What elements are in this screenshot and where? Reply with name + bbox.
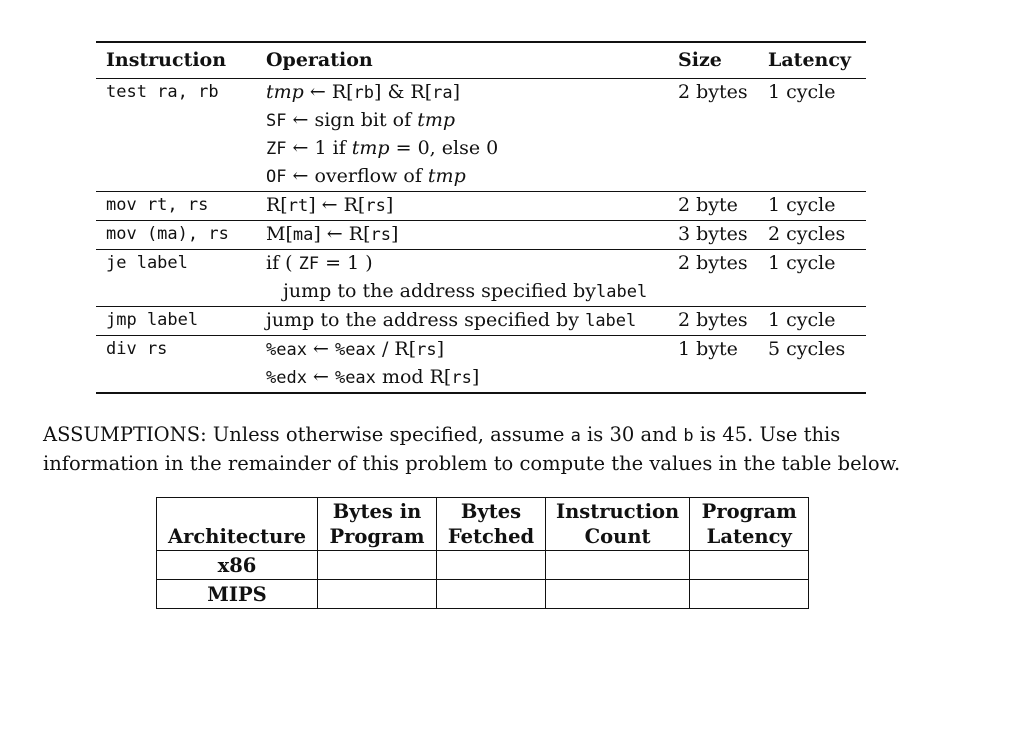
- code-token: b: [683, 426, 694, 446]
- code-token: %eax: [266, 340, 307, 360]
- operation-line: [256, 79, 668, 108]
- code-token: a: [570, 426, 581, 446]
- isa-row-line: [96, 278, 866, 307]
- operation-line: [256, 278, 668, 307]
- code-token: ra: [432, 83, 453, 103]
- header-bytes-in-program-line2: Program: [329, 525, 425, 548]
- size-cell-empty: [668, 278, 758, 307]
- instruction-mnemonic: mov rt, rs: [96, 192, 256, 221]
- header-instruction-count-line1: Instruction: [556, 500, 680, 523]
- instruction-mnemonic: test ra, rb: [96, 79, 256, 108]
- header-instruction-count-line2: Count: [584, 525, 651, 548]
- operation-line: [256, 135, 668, 163]
- mips-instruction-count-cell[interactable]: [546, 580, 690, 609]
- answer-row-mips: [157, 580, 809, 609]
- instruction-latency: 1 cycle: [758, 79, 866, 108]
- code-token: rt: [287, 196, 309, 216]
- text-segment: ]: [471, 366, 480, 388]
- text-segment: R[: [266, 194, 288, 216]
- text-segment: ]: [390, 223, 399, 245]
- instruction-mnemonic: mov (ma), rs: [96, 221, 256, 250]
- x86-bytes-in-program-cell[interactable]: [318, 551, 437, 580]
- operation-line: [256, 364, 668, 393]
- operation-line: [256, 336, 668, 365]
- code-token: %edx: [266, 368, 307, 388]
- answer-header-row: [157, 498, 809, 551]
- instruction-latency: 5 cycles: [758, 336, 866, 365]
- isa-row-line: [96, 192, 866, 221]
- text-segment: = 1 ): [319, 252, 373, 274]
- x86-instruction-count-cell[interactable]: [546, 551, 690, 580]
- text-segment: is 45. Use this information in the remainder of this problem to compute the values in the table below.: [43, 423, 901, 475]
- text-segment: ] ← R[: [313, 223, 371, 245]
- text-segment: ← 1 if: [286, 137, 352, 159]
- header-size: Size: [668, 42, 758, 79]
- code-token: rs: [416, 340, 437, 360]
- size-cell-empty: [668, 135, 758, 163]
- code-token: rs: [365, 196, 386, 216]
- text-segment: ←: [306, 338, 335, 360]
- text-segment: mod R[: [375, 366, 452, 388]
- instruction-mnemonic: jmp label: [96, 307, 256, 336]
- instruction-cell-empty: [96, 107, 256, 135]
- code-token: label: [585, 311, 637, 331]
- code-token: SF: [266, 111, 287, 131]
- arch-label-mips: MIPS: [157, 580, 318, 609]
- isa-row-line: [96, 163, 866, 192]
- instruction-size: 3 bytes: [668, 221, 758, 250]
- isa-row-line: [96, 107, 866, 135]
- size-cell-empty: [668, 364, 758, 393]
- text-segment: if (: [266, 252, 299, 274]
- instruction-cell-empty: [96, 163, 256, 192]
- header-instruction: Instruction: [96, 42, 256, 79]
- latency-cell-empty: [758, 107, 866, 135]
- header-program-latency: [690, 498, 809, 551]
- x86-program-latency-cell[interactable]: [690, 551, 809, 580]
- instruction-cell-empty: [96, 364, 256, 393]
- text-segment: ]: [436, 338, 445, 360]
- code-token: ZF: [266, 139, 287, 159]
- code-token: ZF: [298, 254, 320, 274]
- header-bytes-in-program: [318, 498, 437, 551]
- math-variable: tmp: [351, 137, 390, 159]
- code-token: rs: [451, 368, 472, 388]
- code-token: label: [596, 282, 648, 302]
- header-architecture-line2: Architecture: [167, 525, 306, 548]
- text-segment: ]: [452, 81, 461, 103]
- isa-row-line: [96, 135, 866, 163]
- text-segment: ← sign bit of: [286, 109, 418, 131]
- text-segment: = 0, else 0: [389, 137, 499, 159]
- instruction-cell-empty: [96, 278, 256, 307]
- isa-row-line: [96, 364, 866, 393]
- instruction-size: 1 byte: [668, 336, 758, 365]
- text-segment: ←: [306, 366, 335, 388]
- arch-label-x86: x86: [157, 551, 318, 580]
- text-segment: ] ← R[: [308, 194, 366, 216]
- math-variable: tmp: [417, 109, 456, 131]
- x86-bytes-fetched-cell[interactable]: [437, 551, 546, 580]
- mips-bytes-fetched-cell[interactable]: [437, 580, 546, 609]
- instruction-latency: 1 cycle: [758, 250, 866, 279]
- instruction-size: 2 bytes: [668, 79, 758, 108]
- header-bytes-fetched: [437, 498, 546, 551]
- instruction-cell-empty: [96, 135, 256, 163]
- answer-row-x86: [157, 551, 809, 580]
- operation-line: [256, 221, 668, 250]
- code-token: %eax: [334, 368, 376, 388]
- isa-row-line: [96, 221, 866, 250]
- isa-header-row: [96, 42, 866, 79]
- operation-line: [256, 163, 668, 192]
- text-segment: is 30 and: [580, 423, 684, 446]
- text-segment: ← overflow of: [286, 165, 428, 187]
- latency-cell-empty: [758, 163, 866, 192]
- header-program-latency-line1: Program: [701, 500, 797, 523]
- isa-row-line: [96, 79, 866, 108]
- code-token: OF: [266, 167, 287, 187]
- text-segment: ] & R[: [374, 81, 433, 103]
- size-cell-empty: [668, 163, 758, 192]
- code-token: rb: [353, 83, 375, 103]
- header-operation: Operation: [256, 42, 668, 79]
- latency-cell-empty: [758, 364, 866, 393]
- text-segment: ← R[: [303, 81, 354, 103]
- instruction-latency: 1 cycle: [758, 192, 866, 221]
- header-bytes-in-program-line1: Bytes in: [332, 500, 422, 523]
- instruction-size: 2 byte: [668, 192, 758, 221]
- instruction-mnemonic: div rs: [96, 336, 256, 365]
- instruction-size: 2 bytes: [668, 307, 758, 336]
- instruction-size: 2 bytes: [668, 250, 758, 279]
- assumptions-paragraph: [43, 421, 943, 477]
- instruction-set-table: [96, 41, 866, 394]
- isa-row-line: [96, 250, 866, 279]
- text-segment: ASSUMPTIONS: Unless otherwise specified, assume: [43, 423, 571, 446]
- text-segment: jump to the address specified by: [266, 309, 586, 331]
- mips-program-latency-cell[interactable]: [690, 580, 809, 609]
- latency-cell-empty: [758, 278, 866, 307]
- text-segment: jump to the address specified by: [283, 280, 597, 302]
- math-variable: tmp: [427, 165, 466, 187]
- isa-table-body: [96, 79, 866, 394]
- math-variable: tmp: [266, 81, 304, 103]
- code-token: %eax: [334, 340, 376, 360]
- isa-row-line: [96, 336, 866, 365]
- header-instruction-count: [546, 498, 690, 551]
- instruction-latency: 1 cycle: [758, 307, 866, 336]
- code-token: ma: [292, 225, 314, 245]
- isa-row-line: [96, 307, 866, 336]
- operation-line: [256, 192, 668, 221]
- text-segment: ]: [385, 194, 394, 216]
- header-bytes-fetched-line2: Fetched: [447, 525, 535, 548]
- size-cell-empty: [668, 107, 758, 135]
- header-architecture: [157, 498, 318, 551]
- instruction-latency: 2 cycles: [758, 221, 866, 250]
- latency-cell-empty: [758, 135, 866, 163]
- operation-line: [256, 307, 668, 336]
- text-segment: / R[: [375, 338, 417, 360]
- header-program-latency-line2: Latency: [706, 525, 792, 548]
- operation-line: [256, 250, 668, 279]
- instruction-mnemonic: je label: [96, 250, 256, 279]
- mips-bytes-in-program-cell[interactable]: [318, 580, 437, 609]
- header-latency: Latency: [758, 42, 866, 79]
- code-token: rs: [370, 225, 391, 245]
- answer-table: [156, 497, 809, 609]
- text-segment: M[: [266, 223, 293, 245]
- operation-line: [256, 107, 668, 135]
- header-bytes-fetched-line1: Bytes: [460, 500, 522, 523]
